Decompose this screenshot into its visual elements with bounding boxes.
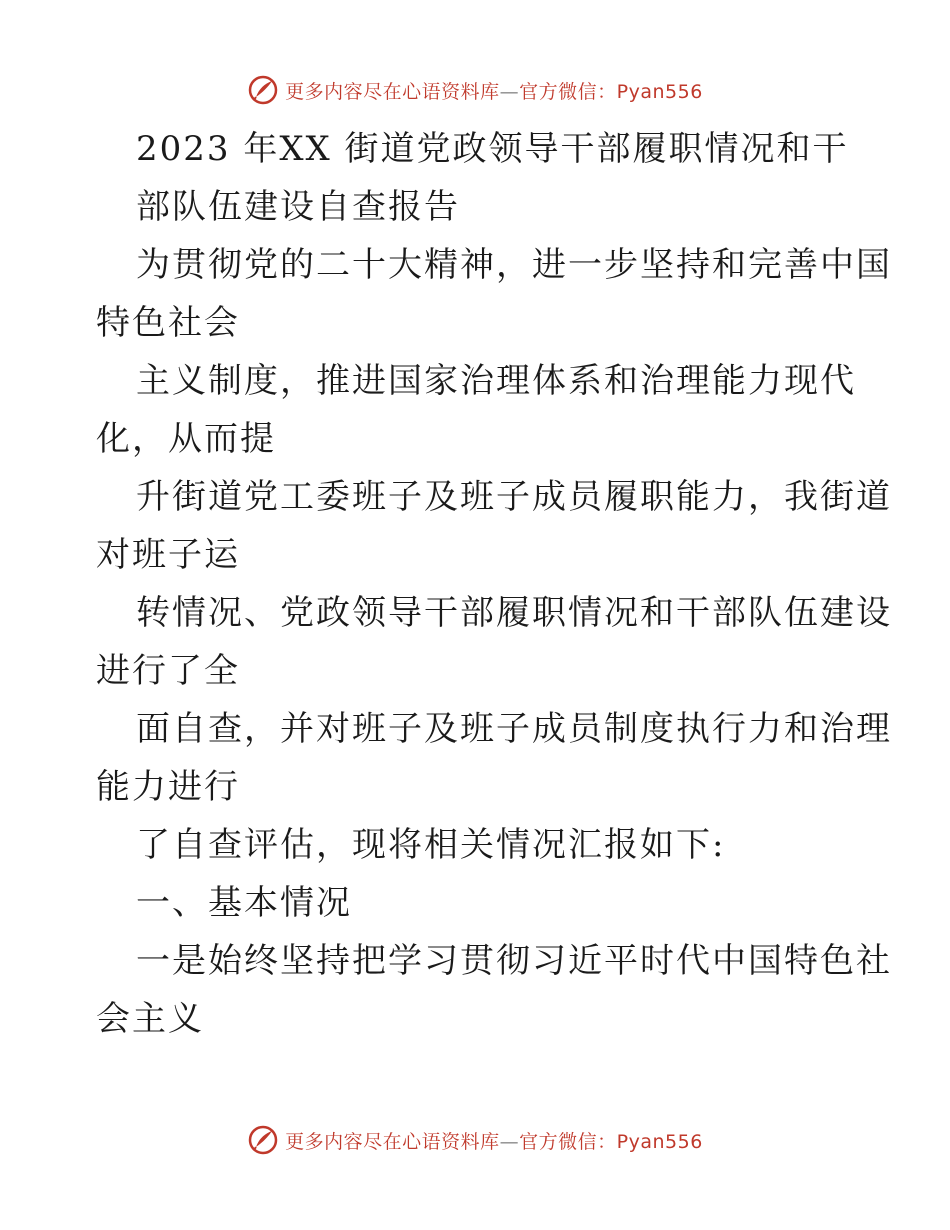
paragraph-line: 进行了全 [96, 651, 240, 691]
watermark-text [285, 1127, 703, 1154]
watermark-main-text: 更多内容尽在心语资料库 [285, 80, 500, 103]
header-watermark [0, 70, 950, 110]
watermark-text [285, 77, 703, 104]
feather-pen-circle-icon [247, 1124, 279, 1156]
paragraph-line: 一是始终坚持把学习贯彻习近平时代中国特色社 [136, 941, 892, 981]
title-line-1: 2023 年XX 街道党政领导干部履职情况和干 [136, 129, 849, 169]
paragraph-line: 面自查，并对班子及班子成员制度执行力和治理 [136, 709, 892, 749]
paragraph-line: 能力进行 [96, 767, 240, 807]
feather-pen-circle-icon [247, 74, 279, 106]
watermark-dash: — [499, 80, 520, 103]
paragraph-line: 为贯彻党的二十大精神，进一步坚持和完善中国 [136, 245, 892, 285]
document-body [96, 120, 892, 1048]
paragraph-line: 对班子运 [96, 535, 240, 575]
watermark-main-text: 更多内容尽在心语资料库 [285, 1130, 500, 1153]
paragraph-line: 了自查评估，现将相关情况汇报如下: [136, 825, 726, 865]
paragraph-line: 转情况、党政领导干部履职情况和干部队伍建设 [136, 593, 892, 633]
section-heading: 一、基本情况 [136, 883, 352, 923]
paragraph-line: 主义制度，推进国家治理体系和治理能力现代 [136, 361, 856, 401]
paragraph-line: 会主义 [96, 999, 204, 1039]
watermark-wechat-text: 官方微信：Pyan556 [519, 1130, 703, 1153]
footer-watermark [0, 1120, 950, 1160]
title-line-2: 部队伍建设自查报告 [136, 187, 460, 227]
paragraph-line: 升街道党工委班子及班子成员履职能力，我街道 [136, 477, 892, 517]
paragraph-line: 化，从而提 [96, 419, 276, 459]
paragraph-line: 特色社会 [96, 303, 240, 343]
watermark-dash: — [499, 1130, 520, 1153]
watermark-wechat-text: 官方微信：Pyan556 [519, 80, 703, 103]
